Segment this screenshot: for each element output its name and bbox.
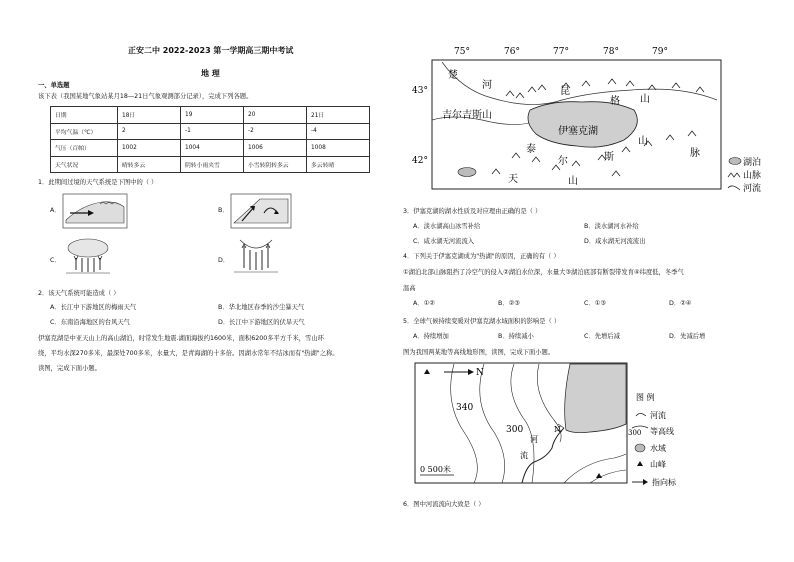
q4-option-d: D．②④: [669, 300, 692, 307]
q2-option-a: A．长江中下游地区的梅雨天气: [50, 304, 137, 311]
passage-line-3: 读图，完成下面小题。: [38, 365, 101, 372]
table-cell: 1004: [181, 140, 244, 157]
q2-stem: 2．该天气系统可能造成（ ）: [38, 290, 120, 297]
contour-label: 300: [506, 425, 524, 435]
q3-option-c: C．咸水湖无河流流入: [413, 238, 475, 245]
front-diagram-a: [62, 193, 128, 229]
table-row: [51, 107, 370, 124]
q2-option-d: D．长江中下游地区的伏旱天气: [218, 319, 305, 326]
table-cell: 日期: [51, 107, 118, 124]
mountain-legend-icon: [728, 173, 740, 177]
section-title: 一、单选题: [38, 82, 70, 89]
legend-title: 图 例: [636, 393, 655, 402]
q3-option-d: D．咸水湖无河流流出: [584, 238, 646, 245]
q4-option-a: A．①②: [413, 300, 435, 307]
arrow-legend-head: [643, 479, 648, 485]
lon-label: 75°: [454, 47, 470, 57]
lon-label: 78°: [603, 47, 619, 57]
place-label: 泰: [526, 144, 536, 155]
legend-label: 等高线: [650, 427, 674, 436]
q3-option-b: B．淡水湖河水补给: [584, 223, 639, 230]
table-cell: 21日: [307, 107, 370, 124]
river-label: 流: [520, 451, 528, 460]
place-label: 斯: [604, 152, 614, 163]
q4-stem: 4．下列关于伊塞克湖成为"热湖"的原因，正确的有（ ）: [403, 253, 560, 260]
q2-option-b: B．华北地区春季的沙尘暴天气: [218, 304, 305, 311]
table-row: [51, 123, 370, 140]
river-legend-icon: [728, 186, 740, 190]
scale-label: 0 500米: [420, 465, 451, 474]
legend-label: 湖泊: [743, 158, 762, 168]
place-label: 山: [568, 176, 578, 187]
map2-intro: 图为我国两某地等高线地形图，读图，完成下面小题。: [403, 349, 555, 356]
q1-option-c: C．: [50, 257, 61, 264]
lon-label: 76°: [504, 47, 520, 57]
legend-label: 山峰: [650, 460, 666, 469]
table-cell: 多云转晴: [307, 156, 370, 173]
legend-label: 山脉: [743, 171, 762, 181]
water-body: [565, 364, 626, 433]
q2-option-c: C．东南沿海地区的台风天气: [50, 319, 130, 326]
table-cell: 1006: [244, 140, 307, 157]
table-cell: -1: [181, 123, 244, 140]
table-cell: 晴转多云: [118, 156, 181, 173]
table-cell: 2: [118, 123, 181, 140]
contour-label: 340: [456, 403, 474, 413]
contour-legend-icon: [632, 426, 648, 428]
place-label: 尔: [558, 156, 568, 167]
legend-contour-number: 300: [628, 429, 642, 437]
lake-legend-icon: [729, 158, 741, 165]
subject-title: 地 理: [201, 69, 220, 78]
table-cell: -4: [307, 123, 370, 140]
legend-label: 河流: [650, 411, 666, 420]
water-legend-icon: [635, 444, 645, 452]
q3-option-a: A．淡水湖高山冰雪补给: [413, 223, 481, 230]
place-label: 吉尔吉斯山: [442, 110, 492, 121]
table-cell: 1008: [307, 140, 370, 157]
q5-option-a: A．持续增加: [413, 333, 449, 340]
table-intro: 该下表（我国某地气象站某月18—21日气象观测部分记录），完成下列各题。: [38, 93, 253, 100]
legend-label: 指向标: [652, 478, 676, 487]
table-cell: 天气状况: [51, 156, 118, 173]
table-row: [51, 140, 370, 157]
small-lake: [458, 168, 476, 177]
front-diagram-b: [230, 193, 292, 229]
q4-option-b: B．②③: [498, 300, 520, 307]
q4-option-c: C．①③: [584, 300, 606, 307]
river-legend-icon: [636, 414, 646, 417]
q4-statements-cont: 温高: [403, 285, 416, 292]
passage-line-1: 伊塞克湖是中亚天山上的高山湖泊，时常发生地震.湖面海拔约1600米，面积6200多平方千米，雪山环: [38, 335, 324, 342]
place-label: 脉: [690, 148, 700, 159]
lat-label: 42°: [412, 156, 428, 166]
table-row: [51, 156, 370, 173]
passage-line-2: 绕，平均水深270多米，最深处700多米，水量大，是青海湖的十多倍。因湖水常年不结冰而有"热湖"之称。: [38, 350, 339, 357]
q1-stem: 1．此期间过境的天气系统是下图中的（ ）: [38, 179, 158, 186]
legend-label: 河流: [743, 184, 762, 194]
table-cell: 20: [244, 107, 307, 124]
q1-option-a: A．: [50, 207, 61, 214]
table-cell: 18日: [118, 107, 181, 124]
lon-label: 77°: [553, 47, 569, 57]
exam-title: 正安二中 2022-2023 第一学期高三期中考试: [128, 46, 294, 55]
table-cell: -2: [244, 123, 307, 140]
table-cell: 1002: [118, 140, 181, 157]
q5-option-d: D．先减后增: [669, 333, 706, 340]
table-cell: 小雪转阴转多云: [244, 156, 307, 173]
contour-map: [414, 362, 714, 492]
peak-legend-icon: [637, 461, 643, 466]
table-cell: 阴转小雨夹雪: [181, 156, 244, 173]
issyk-kul-map: [412, 40, 777, 200]
place-label: 河: [482, 80, 492, 91]
place-label: 楚: [448, 70, 458, 81]
place-label: 山: [638, 136, 648, 147]
q1-option-b: B．: [218, 207, 229, 214]
weather-table: [50, 106, 370, 173]
q3-stem: 3．伊塞克湖的湖水性质及对应理由正确的是（ ）: [403, 208, 542, 215]
place-label: 山: [640, 94, 650, 105]
q5-stem: 5．全球气候持续变暖对伊塞克湖水域面积的影响是（ ）: [403, 318, 561, 325]
legend-label: 水域: [650, 444, 666, 453]
q4-statements: ①湖泊北部山脉阻挡了冷空气的侵入②湖泊水位深，水量大③湖泊底部有断裂带发育④纬度低，冬季气: [403, 269, 684, 276]
place-label: 昆: [560, 86, 570, 97]
place-label: 天: [508, 174, 518, 185]
front-diagram-c: [62, 236, 114, 276]
north-mark-label: N: [554, 425, 561, 434]
table-cell: 19: [181, 107, 244, 124]
river-label: 河: [530, 435, 538, 444]
lake-label: 伊塞克湖: [558, 126, 598, 137]
lat-label: 43°: [412, 86, 428, 96]
q1-option-d: D．: [218, 257, 230, 264]
lon-label: 79°: [652, 47, 668, 57]
table-cell: 平均气温（℃）: [51, 123, 118, 140]
table-cell: 气压（百帕）: [51, 140, 118, 157]
q5-option-b: B．持续减小: [498, 333, 534, 340]
north-label: N: [476, 368, 484, 378]
q6-stem: 6．图中河流流向大致是（ ）: [403, 501, 485, 508]
q5-option-c: C．先增后减: [584, 333, 620, 340]
place-label: 格: [610, 96, 620, 107]
front-diagram-d: [230, 236, 282, 276]
